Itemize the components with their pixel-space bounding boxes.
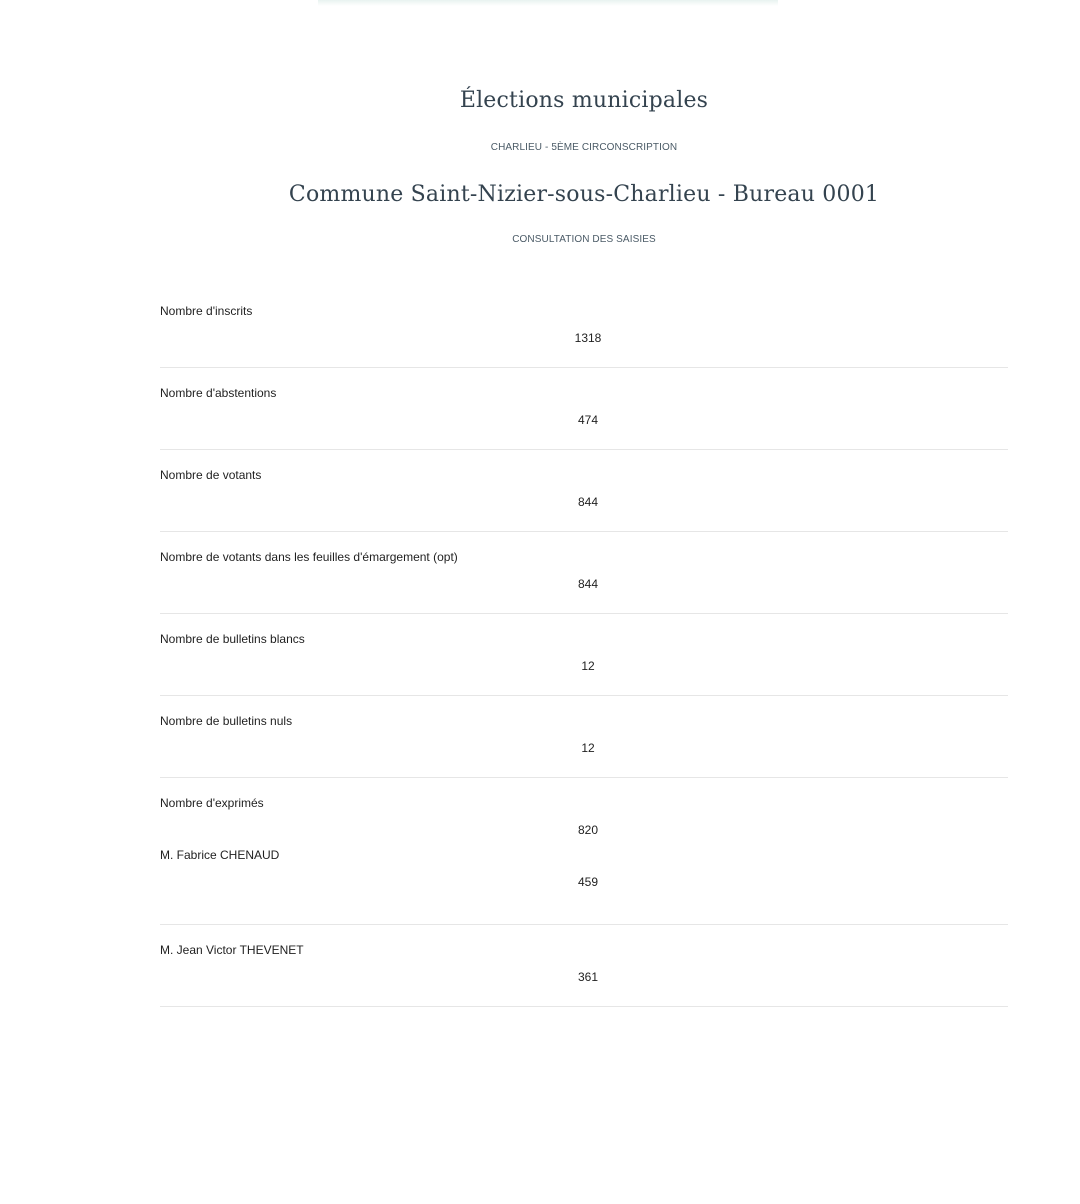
result-label: Nombre d'inscrits — [160, 304, 253, 318]
result-label: Nombre de votants dans les feuilles d'émargement (opt) — [160, 550, 458, 564]
result-row-candidate — [160, 846, 1008, 925]
result-row-abstentions — [160, 368, 1008, 450]
result-value: 474 — [577, 413, 599, 427]
result-row-exprimes — [160, 778, 1008, 846]
section-subtitle: CONSULTATION DES SAISIES — [512, 234, 656, 245]
result-label: Nombre de bulletins blancs — [160, 632, 305, 646]
result-value: 844 — [577, 495, 599, 509]
result-row-blancs — [160, 614, 1008, 696]
result-value: 12 — [581, 659, 595, 673]
circonscription-subtitle: CHARLIEU - 5ÈME CIRCONSCRIPTION — [490, 142, 678, 153]
candidate-votes: 361 — [577, 970, 599, 984]
result-value: 820 — [577, 823, 599, 837]
candidate-name: M. Jean Victor THEVENET — [160, 943, 304, 957]
page-title: Élections municipales — [459, 88, 709, 113]
result-label: Nombre d'abstentions — [160, 386, 277, 400]
result-row-candidate — [160, 925, 1008, 1007]
result-row-votants-emargement — [160, 532, 1008, 614]
commune-title: Commune Saint-Nizier-sous-Charlieu - Bureau 0001 — [288, 182, 880, 207]
result-label: Nombre de votants — [160, 468, 262, 482]
candidate-votes: 459 — [577, 875, 599, 889]
top-banner-edge — [318, 0, 778, 6]
result-value: 1318 — [574, 331, 602, 345]
result-row-nuls — [160, 696, 1008, 778]
result-label: Nombre d'exprimés — [160, 796, 264, 810]
candidate-name: M. Fabrice CHENAUD — [160, 848, 280, 862]
results-list — [160, 286, 1008, 1007]
result-row-inscrits — [160, 286, 1008, 368]
result-row-votants — [160, 450, 1008, 532]
result-value: 12 — [581, 741, 595, 755]
result-label: Nombre de bulletins nuls — [160, 714, 293, 728]
result-value: 844 — [577, 577, 599, 591]
